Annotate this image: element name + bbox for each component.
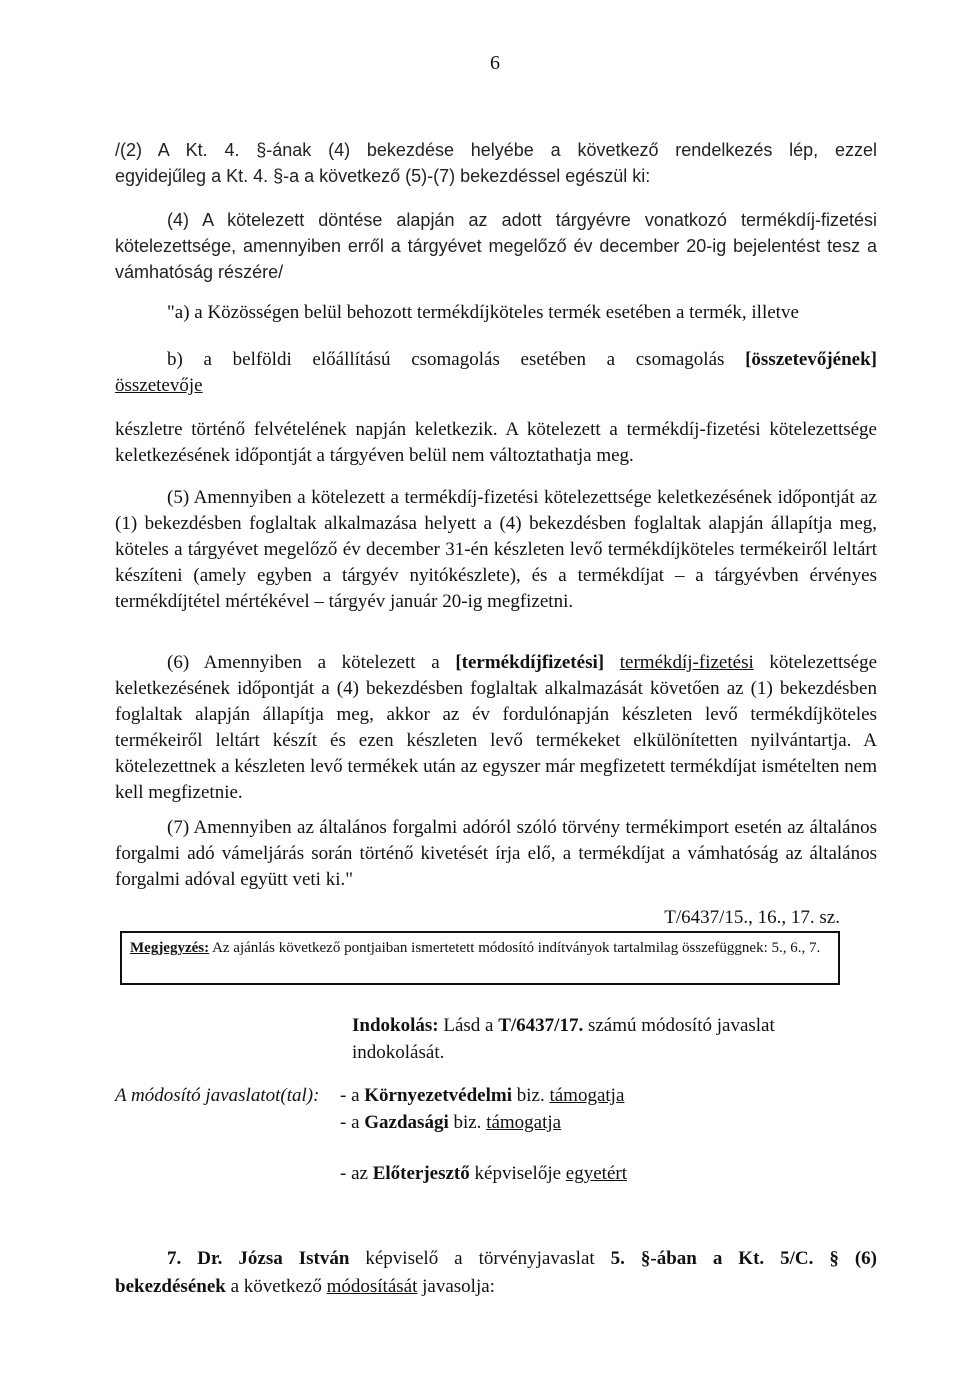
paragraph-4c <box>115 417 877 469</box>
intro-line-2: egyidejűleg a Kt. 4. §-a a következő (5)-(7) bekezdéssel egészül ki: <box>115 166 651 186</box>
page-number: 6 <box>490 52 500 74</box>
paragraph-6-text <box>115 650 877 806</box>
item-7-line-2 <box>115 1273 877 1301</box>
proposers-list <box>340 1082 627 1187</box>
proposer-prefix: - a <box>340 1112 360 1133</box>
paragraph-6 <box>115 650 877 806</box>
paragraph-4-text: (4) A kötelezett döntése alapján az adott tárgyévre vonatkozó termékdíj-fizetési kötelezettsége, amennyiben erről a tárgyévet megelőző év december 20-ig bejelentést tesz a vámhatóság részére/ <box>115 210 877 282</box>
item-title: Dr. <box>197 1248 223 1269</box>
proposer-prefix: - az <box>340 1163 368 1184</box>
inserted-text: termékdíj-fizetési <box>619 652 754 673</box>
document-reference: T/6437/15., 16., 17. sz. <box>664 907 840 928</box>
item-text: a következő <box>230 1276 322 1297</box>
note-text: Az ajánlás következő pontjaiban ismertetett módosító indítványok tartalmilag összefüggnek: 5., 6., 7. <box>212 940 821 956</box>
proposer-committee: Gazdasági <box>364 1112 449 1133</box>
item-text: javasolja: <box>422 1276 495 1297</box>
proposer-item <box>340 1082 627 1109</box>
item-7-line-1 <box>115 1245 877 1273</box>
proposer-status: egyetért <box>565 1163 627 1184</box>
item-modification: módosítását <box>326 1276 418 1297</box>
paragraph-4a-text: "a) a Közösségen belül behozott termékdíjköteles termék esetében a termék, illetve <box>167 302 799 323</box>
justification-post: számú módosító javaslat indokolását. <box>352 1015 775 1063</box>
paragraph-6-post: kötelezettsége keletkezésének időpontját a (4) bekezdésben foglaltak alkalmazását követően az (1) bekezdésben foglaltak alapján állapítja meg, akkor az év fordulónapján készleten levő termékdíjköteles termékeiről leltárt készít és ezen készleten levő termékeket elkülönítetten nyilvántartja. A kötelezettnek a készleten levő termékek után az egyszer már megfizetett termékdíjat ismételten nem kell megfizetnie. <box>115 652 878 803</box>
proposer-status: támogatja <box>486 1112 562 1133</box>
note-box <box>120 931 840 985</box>
paragraph-4b-inserted-line <box>115 373 877 399</box>
proposer-status: támogatja <box>549 1085 625 1106</box>
item-section: 5. §-ában a Kt. 5/C. § (6) <box>610 1248 878 1269</box>
item-proposer-name: Józsa István <box>238 1248 350 1269</box>
paragraph-5-text: (5) Amennyiben a kötelezett a termékdíj-fizetési kötelezettsége keletkezésének időpontját az (1) bekezdésben foglaltak alkalmazása helyett a (4) bekezdésben foglaltak alapján állapítja meg, köteles a tárgyévet megelőző év december 31-én készleten levő termékdíjköteles termékeiről leltárt készíteni (amely egyben a tárgyév nyitókészlete), és a termékdíjat – a tárgyévben érvényes termékdíjtétel mértékével – tárgyév január 20-ig megfizetni. <box>115 487 877 612</box>
paragraph-5 <box>115 485 877 615</box>
item-number: 7. <box>167 1248 182 1269</box>
justification-label: Indokolás: <box>352 1015 439 1036</box>
intro-line-1: /(2) A Kt. 4. §-ának (4) bekezdése helyébe a következő rendelkezés lép, ezzel <box>115 140 877 160</box>
justification-doc: T/6437/17. <box>498 1015 584 1036</box>
proposer-committee: Környezetvédelmi <box>364 1085 512 1106</box>
paragraph-4c-part-2: A kötelezett a termékdíj-fizetési kötelezettsége keletkezésének időpontját a tárgyéven belül nem változtathatja meg. <box>115 419 877 466</box>
deleted-text: [termékdíjfizetési] <box>455 652 605 673</box>
proposer-item <box>340 1109 627 1136</box>
paragraph-4 <box>115 207 877 285</box>
paragraph-7 <box>115 815 877 893</box>
proposer-item <box>340 1160 627 1187</box>
item-7 <box>115 1245 877 1301</box>
proposer-prefix: - a <box>340 1085 360 1106</box>
proposer-suffix: képviselője <box>474 1163 562 1184</box>
paragraph-4b-line <box>115 347 877 373</box>
paragraph-4c-part-1: készletre történő felvételének napján keletkezik. <box>115 419 498 440</box>
proposer-suffix: biz. <box>453 1112 482 1133</box>
paragraph-6-pre: (6) Amennyiben a kötelezett a <box>167 652 440 673</box>
paragraph-4c-text <box>115 417 877 469</box>
paragraph-4b-text: b) a belföldi előállítású csomagolás esetében a csomagolás <box>167 349 725 370</box>
justification <box>352 1012 812 1066</box>
item-text: képviselő a törvényjavaslat <box>365 1248 595 1269</box>
paragraph-7-text: (7) Amennyiben az általános forgalmi adóról szóló törvény termékimport esetén az általános forgalmi adó vámeljárás során történő kivetését írja elő, a termékdíjat a vámhatóság az általános forgalmi adóval együtt veti ki." <box>115 817 877 890</box>
intro-paragraph <box>115 137 877 189</box>
justification-pre: Lásd a <box>443 1015 494 1036</box>
note-label: Megjegyzés: <box>130 940 210 956</box>
proposer-suffix: biz. <box>516 1085 545 1106</box>
paragraph-4b <box>115 347 877 399</box>
proposers-label: A módosító javaslatot(tal): <box>115 1085 320 1106</box>
deleted-text: [összetevőjének] <box>745 349 878 370</box>
inserted-text: összetevője <box>115 375 203 396</box>
proposer-committee: Előterjesztő <box>372 1163 470 1184</box>
paragraph-4a <box>115 300 877 326</box>
item-paragraph: bekezdésének <box>115 1276 226 1297</box>
